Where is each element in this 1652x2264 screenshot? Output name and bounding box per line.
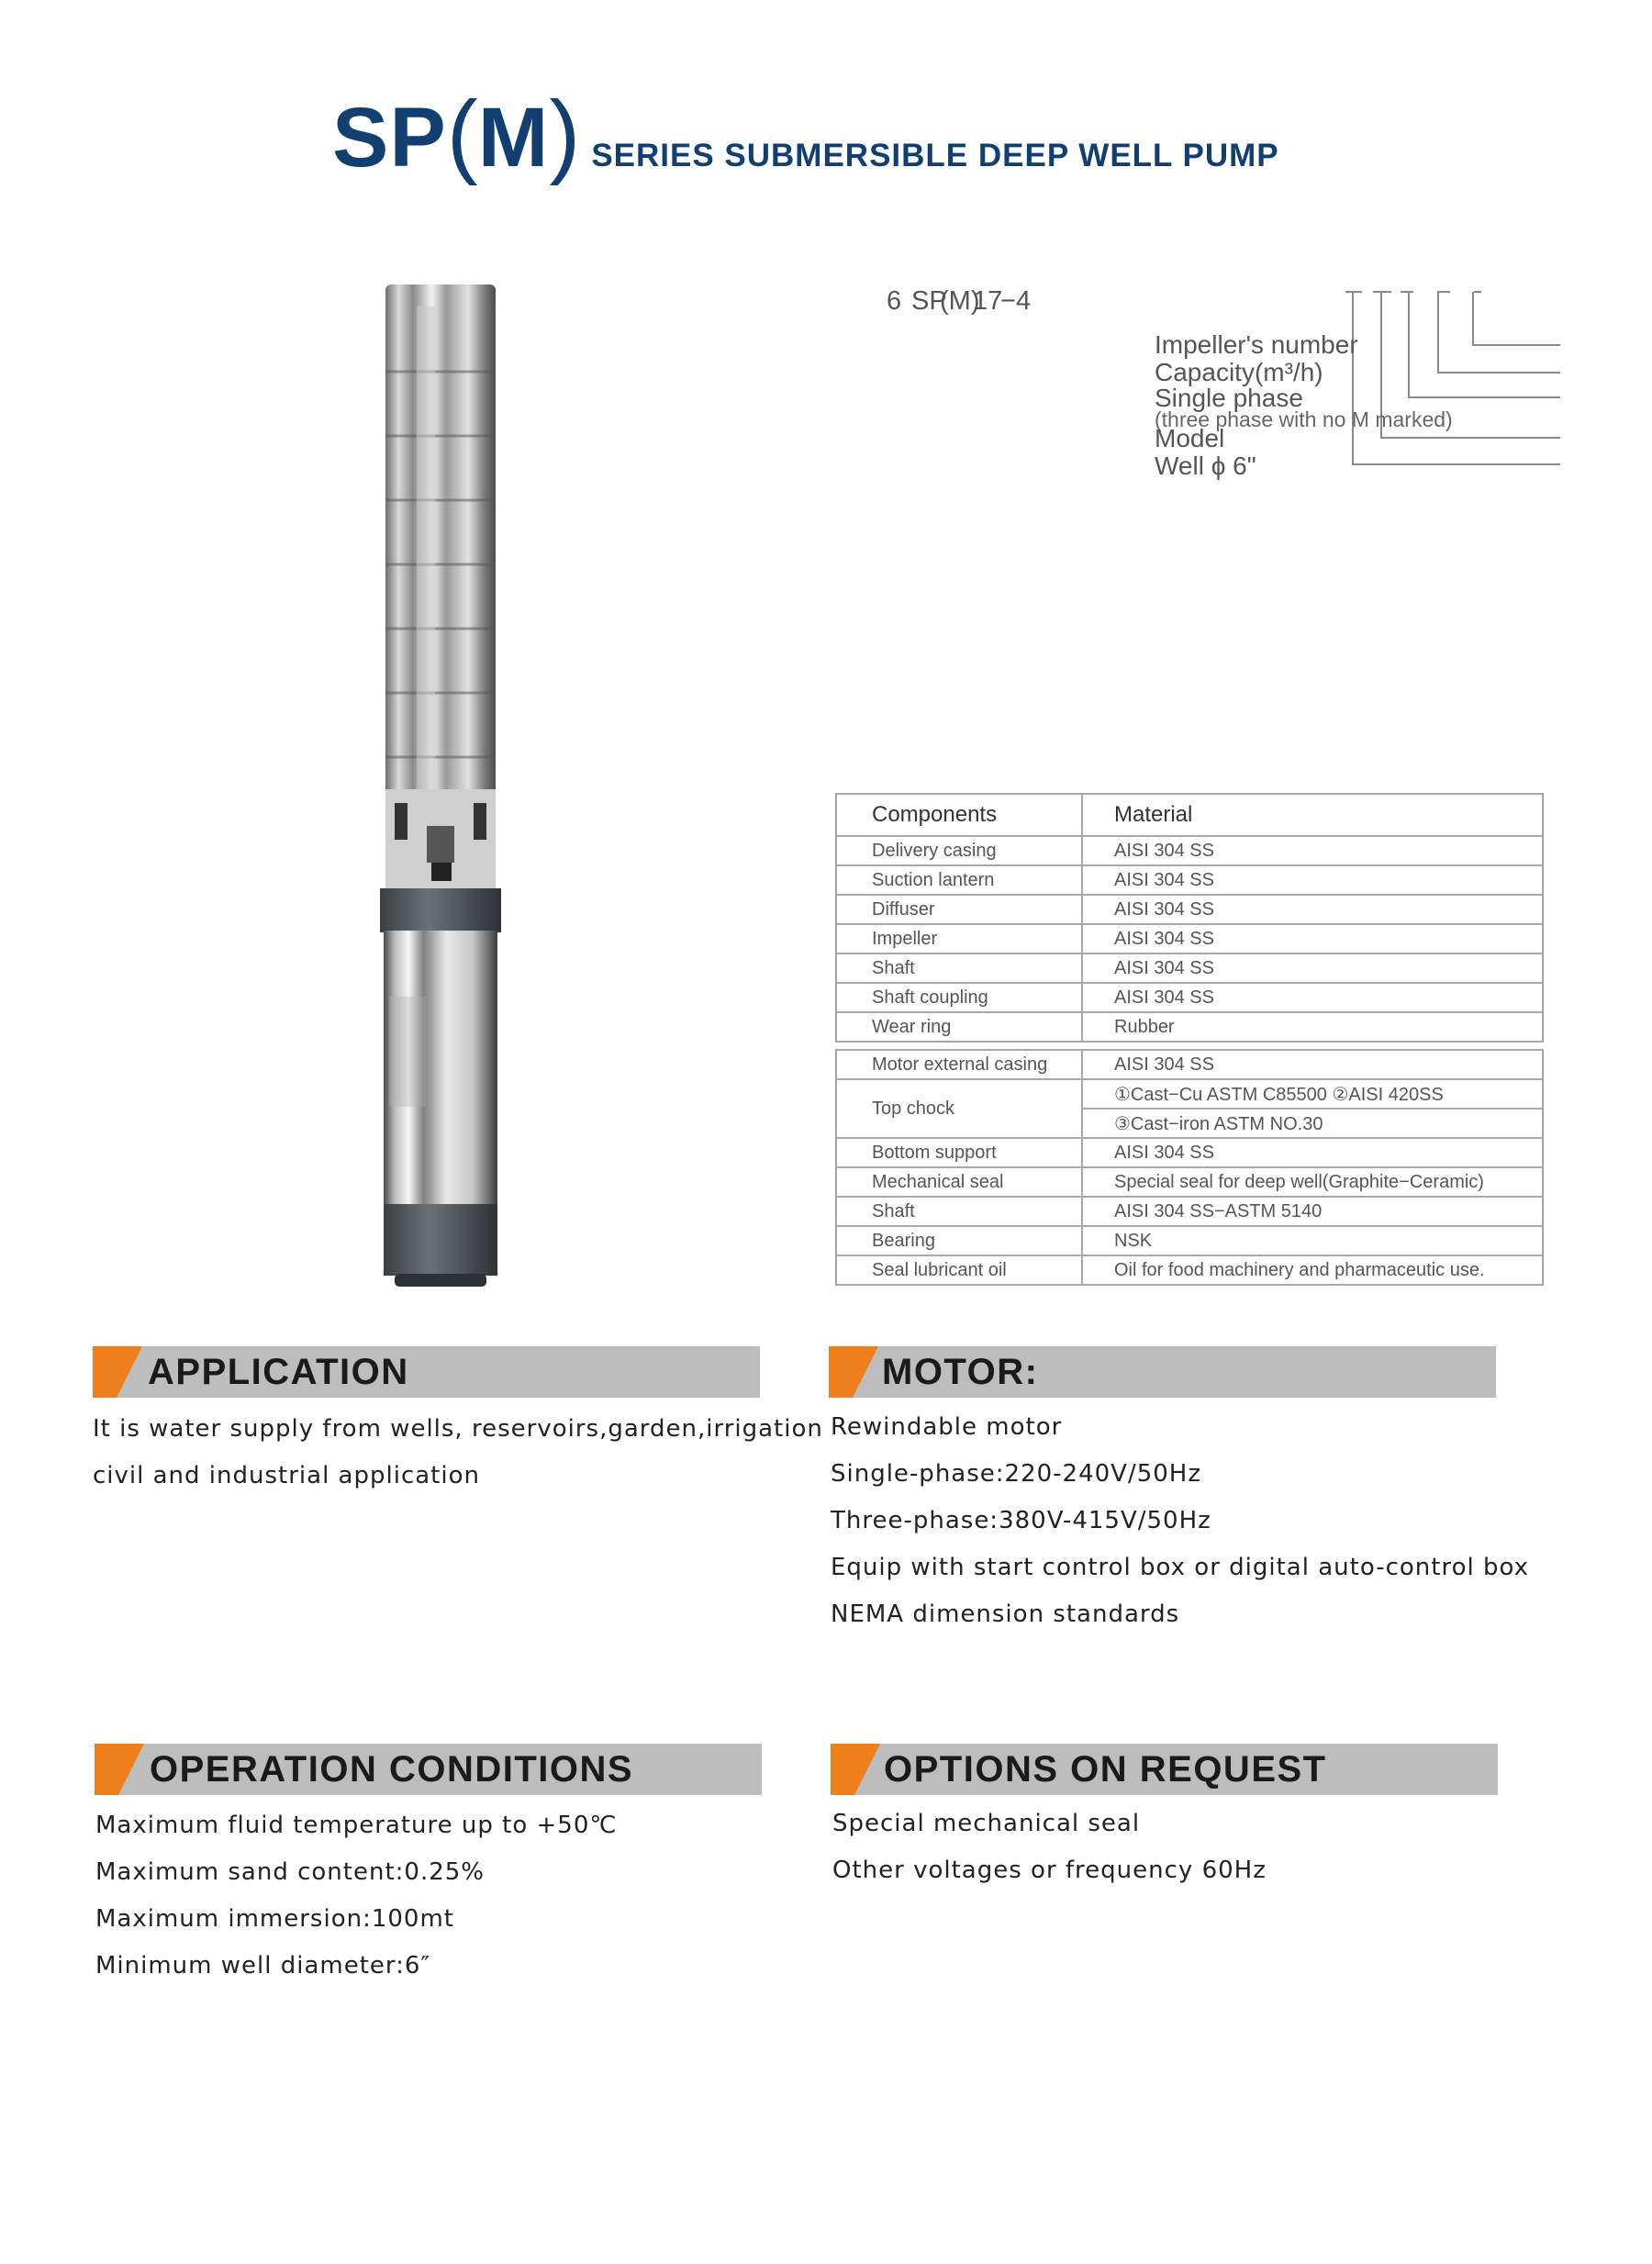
- material-cell: ①Cast−Cu ASTM C85500 ②AISI 420SS: [1082, 1079, 1543, 1109]
- table-row: [836, 1012, 1543, 1042]
- header-accent-slant: [853, 1346, 878, 1398]
- table-row: [836, 1138, 1543, 1167]
- application-body: [93, 1406, 823, 1500]
- label-single-phase: Single phase: [1155, 384, 1303, 412]
- application-header: [93, 1346, 760, 1398]
- pump-product-image: [358, 275, 528, 1303]
- label-impeller-number: Impeller's number: [1155, 330, 1358, 359]
- component-cell: Top chock: [836, 1079, 1082, 1138]
- table-row: [836, 983, 1543, 1012]
- material-cell: AISI 304 SS−ASTM 5140: [1082, 1197, 1543, 1226]
- component-cell: Motor external casing: [836, 1050, 1082, 1079]
- title-subtitle: SERIES SUBMERSIBLE DEEP WELL PUMP: [591, 138, 1279, 173]
- header-accent-tab: [95, 1744, 118, 1795]
- motor-body: [831, 1404, 1529, 1638]
- header-material: Material: [1082, 794, 1543, 836]
- material-cell: AISI 304 SS: [1082, 954, 1543, 983]
- component-cell: Seal lubricant oil: [836, 1255, 1082, 1285]
- operation-body: [95, 1802, 618, 1990]
- material-cell: AISI 304 SS: [1082, 924, 1543, 954]
- components-material-table: [835, 793, 1544, 1286]
- material-cell: AISI 304 SS: [1082, 1138, 1543, 1167]
- operation-heading: OPERATION CONDITIONS: [150, 1749, 634, 1790]
- header-accent-slant: [854, 1744, 880, 1795]
- header-accent-slant: [117, 1346, 142, 1398]
- model-code-part-impellers: 4: [1016, 286, 1032, 316]
- header-accent-tab: [831, 1744, 854, 1795]
- table-row: [836, 865, 1543, 895]
- material-cell: AISI 304 SS: [1082, 1050, 1543, 1079]
- material-cell: AISI 304 SS: [1082, 865, 1543, 895]
- options-line: Other voltages or frequency 60Hz: [832, 1857, 1267, 1884]
- motor-header: [829, 1346, 1496, 1398]
- table-row: [836, 1167, 1543, 1197]
- options-heading: OPTIONS ON REQUEST: [884, 1749, 1327, 1790]
- material-cell: AISI 304 SS: [1082, 895, 1543, 924]
- component-cell: Wear ring: [836, 1012, 1082, 1042]
- component-cell: Diffuser: [836, 895, 1082, 924]
- title-close-paren: ): [549, 82, 581, 186]
- page-title: [332, 81, 1279, 188]
- component-cell: Bottom support: [836, 1138, 1082, 1167]
- table-row: [836, 924, 1543, 954]
- table-row: [836, 1197, 1543, 1226]
- material-cell: Rubber: [1082, 1012, 1543, 1042]
- component-cell: Shaft: [836, 954, 1082, 983]
- table-row: [836, 895, 1543, 924]
- material-cell: Special seal for deep well(Graphite−Ceramic): [1082, 1167, 1543, 1197]
- table-row: [836, 1255, 1543, 1285]
- options-line: Special mechanical seal: [832, 1810, 1141, 1837]
- operation-line: Minimum well diameter:6″: [95, 1952, 431, 1980]
- material-cell: Oil for food machinery and pharmaceutic use.: [1082, 1255, 1543, 1285]
- motor-line: Equip with start control box or digital auto-control box: [831, 1554, 1529, 1581]
- material-cell: AISI 304 SS: [1082, 983, 1543, 1012]
- component-cell: Impeller: [836, 924, 1082, 954]
- table-row: [836, 836, 1543, 865]
- material-cell: NSK: [1082, 1226, 1543, 1255]
- table-row: [836, 1079, 1543, 1109]
- operation-line: Maximum fluid temperature up to +50℃: [95, 1812, 618, 1839]
- operation-header: [95, 1744, 762, 1795]
- model-code-part-dash: −: [1000, 286, 1016, 316]
- model-code-diagram: [826, 275, 1560, 771]
- table-row: [836, 1226, 1543, 1255]
- application-line: civil and industrial application: [93, 1462, 480, 1489]
- table-row: [836, 1050, 1543, 1079]
- motor-line: Rewindable motor: [831, 1413, 1063, 1441]
- header-accent-tab: [829, 1346, 853, 1398]
- title-prefix: SP: [332, 91, 447, 184]
- options-header: [831, 1744, 1498, 1795]
- material-cell: ③Cast−iron ASTM NO.30: [1082, 1109, 1543, 1138]
- component-cell: Suction lantern: [836, 865, 1082, 895]
- title-letter: M: [477, 91, 550, 184]
- table-section-gap: [836, 1042, 1543, 1050]
- header-components: Components: [836, 794, 1082, 836]
- motor-heading: MOTOR:: [882, 1352, 1039, 1392]
- options-body: [832, 1801, 1267, 1894]
- model-code-part-series: SP: [911, 286, 947, 316]
- model-code-part-capacity: 17: [973, 286, 1003, 316]
- motor-line: Single-phase:220-240V/50Hz: [831, 1460, 1201, 1488]
- label-well-diameter: Well ϕ 6": [1155, 452, 1256, 480]
- table-header-row: [836, 794, 1543, 836]
- table-row: [836, 954, 1543, 983]
- motor-line: NEMA dimension standards: [831, 1600, 1180, 1628]
- header-accent-slant: [118, 1744, 144, 1795]
- motor-line: Three-phase:380V-415V/50Hz: [831, 1507, 1211, 1534]
- component-cell: Mechanical seal: [836, 1167, 1082, 1197]
- model-code-part-well: 6: [887, 286, 902, 316]
- header-accent-tab: [93, 1346, 117, 1398]
- component-cell: Delivery casing: [836, 836, 1082, 865]
- component-cell: Shaft: [836, 1197, 1082, 1226]
- component-cell: Bearing: [836, 1226, 1082, 1255]
- label-capacity: Capacity(m³/h): [1155, 358, 1323, 386]
- label-single-phase-note: (three phase with no M marked): [1155, 407, 1453, 431]
- operation-line: Maximum sand content:0.25%: [95, 1858, 485, 1886]
- application-line: It is water supply from wells, reservoirs,garden,irrigation: [93, 1415, 823, 1443]
- component-cell: Shaft coupling: [836, 983, 1082, 1012]
- operation-line: Maximum immersion:100mt: [95, 1905, 454, 1933]
- model-code-part-phase: (M): [940, 286, 980, 316]
- title-open-paren: (: [446, 82, 478, 186]
- material-cell: AISI 304 SS: [1082, 836, 1543, 865]
- label-model: Model: [1155, 424, 1225, 452]
- application-heading: APPLICATION: [148, 1352, 409, 1392]
